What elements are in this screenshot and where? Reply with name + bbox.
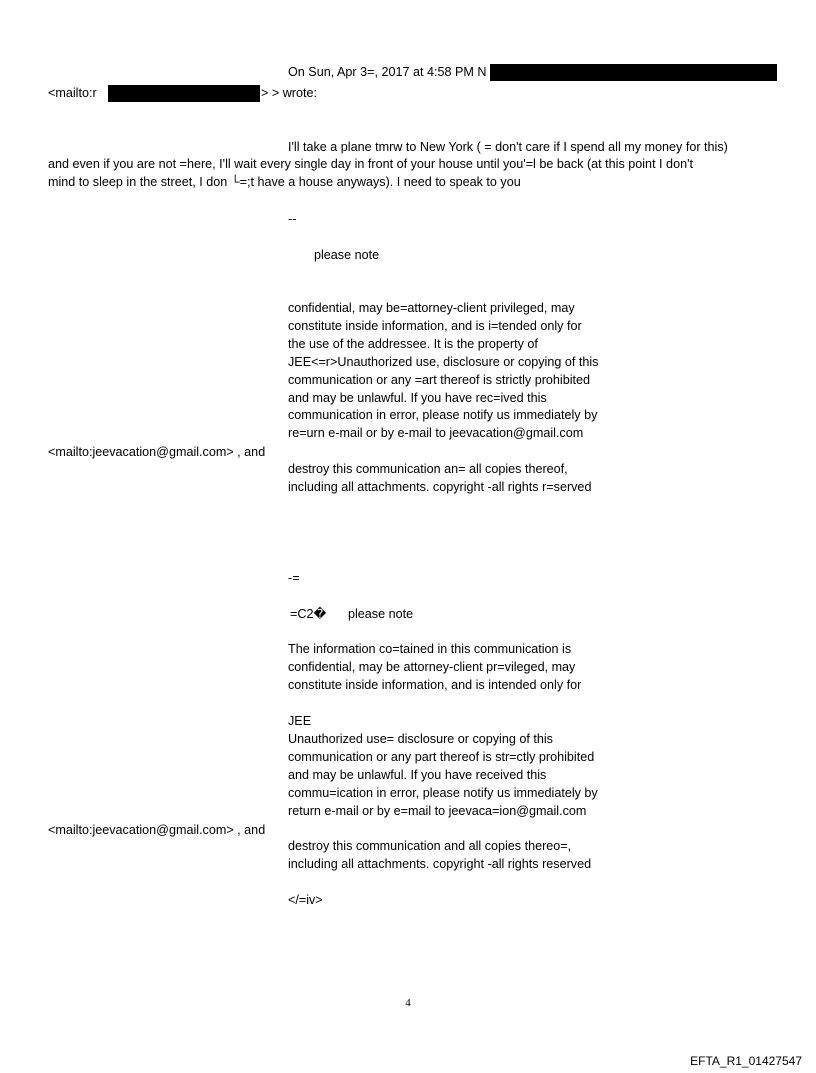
redaction-bar (490, 64, 777, 81)
disclaimer-line: and may be unlawful. If you have received this (288, 767, 547, 782)
mailto-prefix: <mailto:r (48, 86, 97, 100)
encoding-artifact: =C2� (290, 607, 327, 621)
disclaimer-line: confidential, may be attorney-client pr=vileged, may (288, 659, 576, 674)
disclaimer-line: re=urn e-mail or by e-mail to jeevacation@gmail.com (288, 426, 584, 441)
disclaimer-line: the use of the addressee. It is the property of (288, 336, 538, 351)
disclaimer-line: return e-mail or by e=mail to jeevaca=ion@gmail.com (288, 803, 587, 818)
disclaimer-line: Unauthorized use= disclosure or copying of this (288, 731, 553, 746)
message-line: and even if you are not =here, I'll wait every single day in front of your house until you'=l be back (at this point I don't (48, 157, 693, 171)
redaction-bar (108, 85, 260, 102)
separator: -= (288, 571, 300, 585)
disclaimer-line: communication or any =art thereof is strictly prohibited (288, 372, 591, 387)
disclaimer-line: destroy this communication an= all copies thereof, (288, 462, 568, 476)
separator: -- (288, 212, 297, 226)
disclaimer-line: constitute inside information, and is i=tended only for (288, 318, 582, 333)
disclaimer-line: JEE (288, 714, 312, 728)
disclaimer-line: and may be unlawful. If you have rec=ived this (288, 390, 547, 405)
disclaimer-line: including all attachments. copyright -all rights r=served (288, 479, 592, 494)
disclaimer-line: including all attachments. copyright -all rights reserved (288, 856, 592, 871)
mailto-link: <mailto:jeevacation@gmail.com> , and (48, 445, 266, 459)
date-line: On Sun, Apr 3=, 2017 at 4:58 PM N (288, 65, 487, 79)
disclaimer-line: destroy this communication and all copies thereo=, (288, 839, 572, 853)
note-heading: please note (314, 248, 380, 262)
disclaimer-line: commu=ication in error, please notify us immediately by (288, 785, 598, 800)
closing-tag: </=iv> (288, 893, 323, 907)
page-number: 4 (405, 997, 411, 1009)
wrote-line: > > wrote: (261, 86, 318, 100)
disclaimer-line: communication in error, please notify us immediately by (288, 408, 598, 423)
note-heading: please note (348, 607, 414, 621)
disclaimer-line: communication or any part thereof is str=ctly prohibited (288, 749, 595, 764)
disclaimer-line: JEE<=r>Unauthorized use, disclosure or copying of this (288, 354, 599, 369)
disclaimer-line: constitute inside information, and is intended only for (288, 677, 582, 692)
disclaimer-line: The information co=tained in this communication is (288, 642, 572, 656)
disclaimer-line: confidential, may be=attorney-client privileged, may (288, 301, 575, 315)
message-line: mind to sleep in the street, I don └=;t have a house anyways). I need to speak to you (48, 174, 521, 189)
disclaimer-block (288, 300, 648, 443)
document-id: EFTA_R1_01427547 (690, 1054, 802, 1068)
mailto-link: <mailto:jeevacation@gmail.com> , and (48, 823, 266, 837)
message-line: I'll take a plane tmrw to New York ( = don't care if I spend all my money for this) (288, 140, 728, 154)
